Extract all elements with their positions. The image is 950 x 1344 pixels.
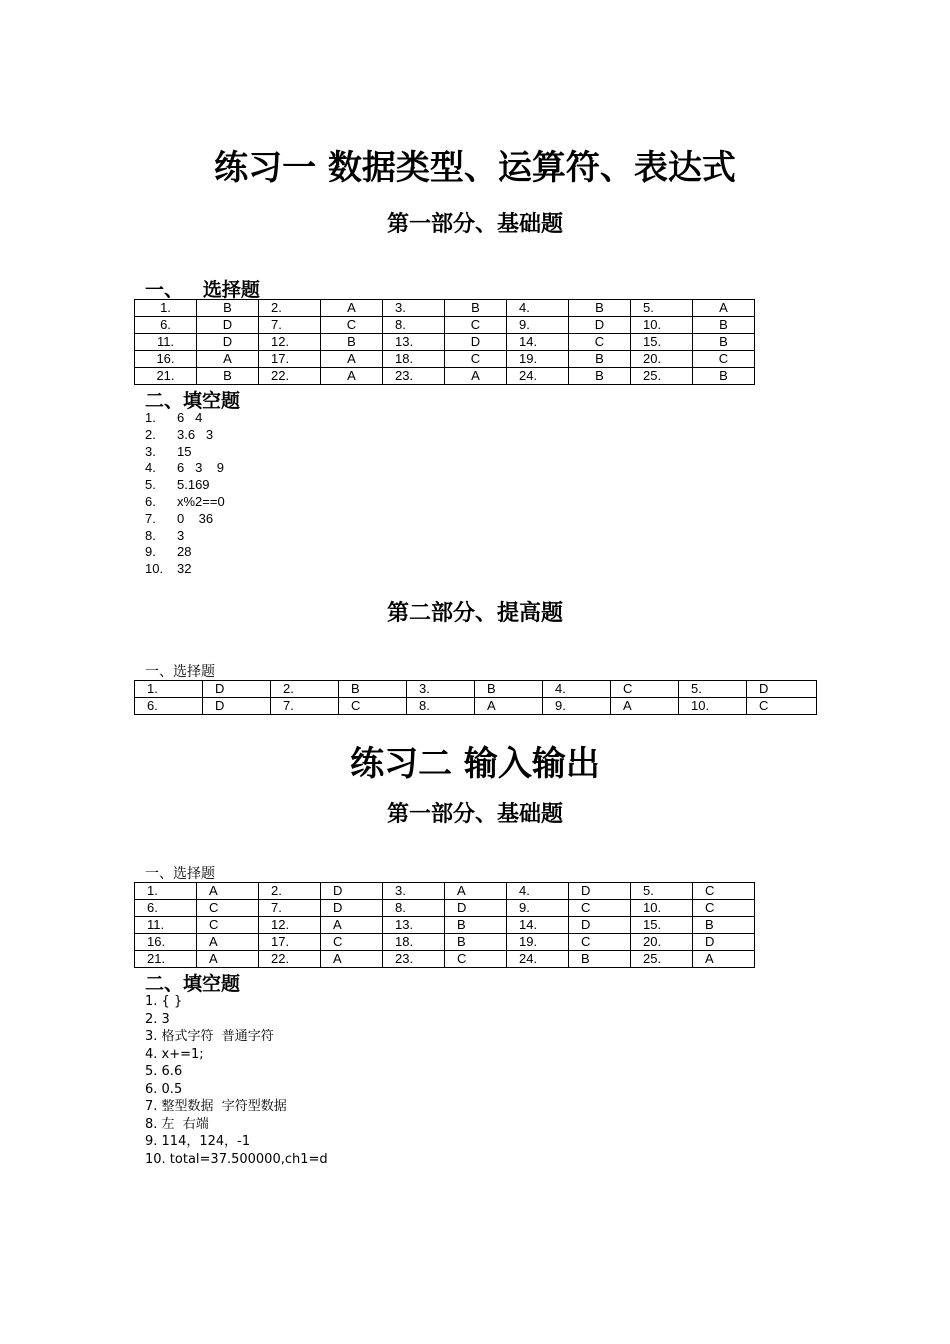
- answer-cell: B: [475, 681, 543, 698]
- question-number-cell: 16.: [135, 934, 197, 951]
- question-number-cell: 17.: [259, 351, 321, 368]
- question-number-cell: 4.: [507, 300, 569, 317]
- exercise-1-part1-heading: 第一部分、基础题: [386, 211, 563, 237]
- answer-cell: A: [475, 698, 543, 715]
- table-row: [135, 317, 755, 334]
- list-item-number: 6.: [145, 493, 156, 509]
- answer-cell: B: [693, 334, 755, 351]
- answer-cell: C: [569, 334, 631, 351]
- answer-cell: A: [321, 951, 383, 968]
- answer-cell: B: [445, 300, 507, 317]
- question-number-cell: 14.: [507, 334, 569, 351]
- list-item: 4. x+=1;: [145, 1046, 204, 1062]
- list-item: 1. { }: [145, 994, 183, 1009]
- answer-cell: B: [693, 317, 755, 334]
- answer-cell: C: [197, 900, 259, 917]
- question-number-cell: 23.: [383, 951, 445, 968]
- list-item-number: 3.: [145, 443, 156, 459]
- exercise-2-title: 练习二 输入输出: [350, 744, 600, 784]
- answer-cell: D: [693, 934, 755, 951]
- answer-cell: C: [611, 681, 679, 698]
- question-number-cell: 9.: [507, 900, 569, 917]
- question-number-cell: 22.: [259, 368, 321, 385]
- question-number-cell: 13.: [383, 334, 445, 351]
- question-number-cell: 7.: [259, 317, 321, 334]
- question-number-cell: 11.: [135, 917, 197, 934]
- question-number-cell: 7.: [271, 698, 339, 715]
- exercise-1-choice-answer-table: [134, 299, 755, 385]
- question-number-cell: 3.: [407, 681, 475, 698]
- question-number-cell: 16.: [135, 351, 197, 368]
- question-number-cell: 15.: [631, 917, 693, 934]
- answer-cell: A: [321, 351, 383, 368]
- answer-cell: C: [569, 934, 631, 951]
- answer-cell: B: [339, 681, 407, 698]
- list-item-answer: 15: [177, 443, 192, 459]
- list-item-number: 4.: [145, 460, 156, 476]
- list-item-answer: x%2==0: [177, 493, 225, 509]
- question-number-cell: 1.: [135, 883, 197, 900]
- question-number-cell: 19.: [507, 934, 569, 951]
- question-number-cell: 12.: [259, 917, 321, 934]
- list-item: 5. 6.6: [145, 1064, 183, 1079]
- question-number-cell: 4.: [543, 681, 611, 698]
- answer-cell: A: [693, 951, 755, 968]
- question-number-cell: 8.: [407, 698, 475, 715]
- answer-cell: B: [569, 368, 631, 385]
- exercise-1-fill-heading: 二、填空题: [145, 390, 241, 412]
- answer-cell: B: [197, 368, 259, 385]
- list-item: 6. 0.5: [145, 1081, 183, 1097]
- question-number-cell: 11.: [135, 334, 197, 351]
- exercise-2-choice-answer-table: [134, 882, 755, 968]
- table-row: [135, 900, 755, 917]
- question-number-cell: 21.: [135, 951, 197, 968]
- question-number-cell: 3.: [383, 300, 445, 317]
- exercise-1-title: 练习一 数据类型、运算符、表达式: [214, 148, 736, 188]
- answer-cell: A: [445, 368, 507, 385]
- exercise-1-choice-heading: 一、 选择题: [145, 279, 260, 301]
- table-row: [135, 351, 755, 368]
- question-number-cell: 18.: [383, 934, 445, 951]
- question-number-cell: 17.: [259, 934, 321, 951]
- list-item-number: 5.: [145, 477, 156, 493]
- table-row: [135, 368, 755, 385]
- question-number-cell: 12.: [259, 334, 321, 351]
- list-item-number: 2.: [145, 426, 156, 442]
- answer-cell: A: [611, 698, 679, 715]
- answer-cell: C: [693, 900, 755, 917]
- question-number-cell: 5.: [631, 300, 693, 317]
- exercise-1-part2-heading: 第二部分、提高题: [386, 600, 563, 626]
- question-number-cell: 7.: [259, 900, 321, 917]
- question-number-cell: 18.: [383, 351, 445, 368]
- answer-cell: D: [445, 334, 507, 351]
- question-number-cell: 3.: [383, 883, 445, 900]
- question-number-cell: 20.: [631, 351, 693, 368]
- list-item-answer: 0 36: [177, 510, 214, 526]
- question-number-cell: 20.: [631, 934, 693, 951]
- exercise-2-fill-answer-list: [145, 993, 328, 1168]
- table-row: [135, 951, 755, 968]
- exercise-2-fill-heading: 二、填空题: [145, 973, 241, 995]
- question-number-cell: 10.: [631, 900, 693, 917]
- answer-cell: A: [321, 368, 383, 385]
- answer-cell: B: [445, 917, 507, 934]
- question-number-cell: 9.: [507, 317, 569, 334]
- question-number-cell: 25.: [631, 368, 693, 385]
- answer-cell: A: [197, 351, 259, 368]
- table-row: [135, 883, 755, 900]
- list-item-answer: 5.169: [177, 477, 210, 493]
- list-item-number: 7.: [145, 510, 156, 526]
- answer-cell: B: [197, 300, 259, 317]
- answer-cell: C: [445, 317, 507, 334]
- answer-cell: A: [321, 300, 383, 317]
- answer-cell: B: [569, 300, 631, 317]
- answer-cell: D: [203, 681, 271, 698]
- answer-cell: D: [445, 900, 507, 917]
- list-item-number: 9.: [145, 544, 156, 560]
- answer-cell: B: [569, 951, 631, 968]
- list-item-answer: 3.6 3: [177, 426, 214, 442]
- answer-cell: D: [321, 883, 383, 900]
- list-item-number: 1.: [145, 410, 156, 425]
- answer-cell: D: [197, 334, 259, 351]
- list-item-answer: 32: [177, 561, 192, 577]
- answer-cell: A: [197, 883, 259, 900]
- list-item: 9. 114，124，-1: [145, 1134, 251, 1149]
- question-number-cell: 10.: [679, 698, 747, 715]
- answer-cell: A: [197, 951, 259, 968]
- list-item: 10. total=37.500000,ch1=d: [145, 1151, 328, 1167]
- answer-cell: D: [747, 681, 817, 698]
- table-row: [135, 334, 755, 351]
- list-item: 3. 格式字符 普通字符: [145, 1029, 274, 1044]
- question-number-cell: 2.: [259, 883, 321, 900]
- list-item: 7. 整型数据 字符型数据: [145, 1099, 287, 1114]
- list-item: 2. 3: [145, 1011, 170, 1027]
- answer-cell: B: [569, 351, 631, 368]
- answer-cell: B: [321, 334, 383, 351]
- question-number-cell: 4.: [507, 883, 569, 900]
- answer-cell: C: [747, 698, 817, 715]
- question-number-cell: 5.: [679, 681, 747, 698]
- answer-cell: C: [693, 351, 755, 368]
- question-number-cell: 8.: [383, 900, 445, 917]
- answer-cell: D: [569, 883, 631, 900]
- list-item-answer: 3: [177, 527, 185, 543]
- list-item-answer: 28: [177, 544, 192, 560]
- question-number-cell: 15.: [631, 334, 693, 351]
- answer-cell: D: [321, 900, 383, 917]
- question-number-cell: 21.: [135, 368, 197, 385]
- answer-cell: D: [203, 698, 271, 715]
- question-number-cell: 24.: [507, 368, 569, 385]
- question-number-cell: 24.: [507, 951, 569, 968]
- answer-cell: D: [569, 317, 631, 334]
- answer-cell: C: [445, 951, 507, 968]
- question-number-cell: 6.: [135, 900, 197, 917]
- question-number-cell: 8.: [383, 317, 445, 334]
- answer-cell: C: [197, 917, 259, 934]
- table-row: [135, 681, 817, 698]
- question-number-cell: 1.: [135, 300, 197, 317]
- exercise-2-part1-heading: 第一部分、基础题: [386, 801, 563, 827]
- question-number-cell: 1.: [135, 681, 203, 698]
- table-row: [135, 917, 755, 934]
- answer-cell: A: [693, 300, 755, 317]
- answer-cell: C: [693, 883, 755, 900]
- table-row: [135, 300, 755, 317]
- table-row: [135, 934, 755, 951]
- question-number-cell: 6.: [135, 317, 197, 334]
- question-number-cell: 14.: [507, 917, 569, 934]
- question-number-cell: 2.: [271, 681, 339, 698]
- list-item-answer: 6 4: [177, 410, 203, 425]
- answer-cell: A: [445, 883, 507, 900]
- answer-cell: A: [197, 934, 259, 951]
- answer-cell: B: [693, 368, 755, 385]
- question-number-cell: 2.: [259, 300, 321, 317]
- answer-cell: C: [321, 317, 383, 334]
- exercise-1-advanced-answer-table: [134, 680, 817, 715]
- answer-cell: C: [445, 351, 507, 368]
- question-number-cell: 6.: [135, 698, 203, 715]
- answer-cell: A: [321, 917, 383, 934]
- question-number-cell: 13.: [383, 917, 445, 934]
- answer-cell: C: [569, 900, 631, 917]
- question-number-cell: 10.: [631, 317, 693, 334]
- answer-cell: C: [321, 934, 383, 951]
- answer-cell: B: [693, 917, 755, 934]
- exercise-1-advanced-choice-heading: 一、选择题: [145, 664, 215, 680]
- answer-cell: C: [339, 698, 407, 715]
- question-number-cell: 22.: [259, 951, 321, 968]
- list-item: 8. 左 右端: [145, 1116, 209, 1132]
- answer-cell: D: [569, 917, 631, 934]
- list-item-number: 10.: [145, 561, 164, 577]
- question-number-cell: 25.: [631, 951, 693, 968]
- question-number-cell: 23.: [383, 368, 445, 385]
- question-number-cell: 19.: [507, 351, 569, 368]
- question-number-cell: 9.: [543, 698, 611, 715]
- list-item-number: 8.: [145, 527, 156, 543]
- list-item-answer: 6 3 9: [177, 460, 224, 476]
- exercise-2-choice-heading: 一、选择题: [145, 866, 215, 882]
- answer-cell: D: [197, 317, 259, 334]
- question-number-cell: 5.: [631, 883, 693, 900]
- table-row: [135, 698, 817, 715]
- answer-cell: B: [445, 934, 507, 951]
